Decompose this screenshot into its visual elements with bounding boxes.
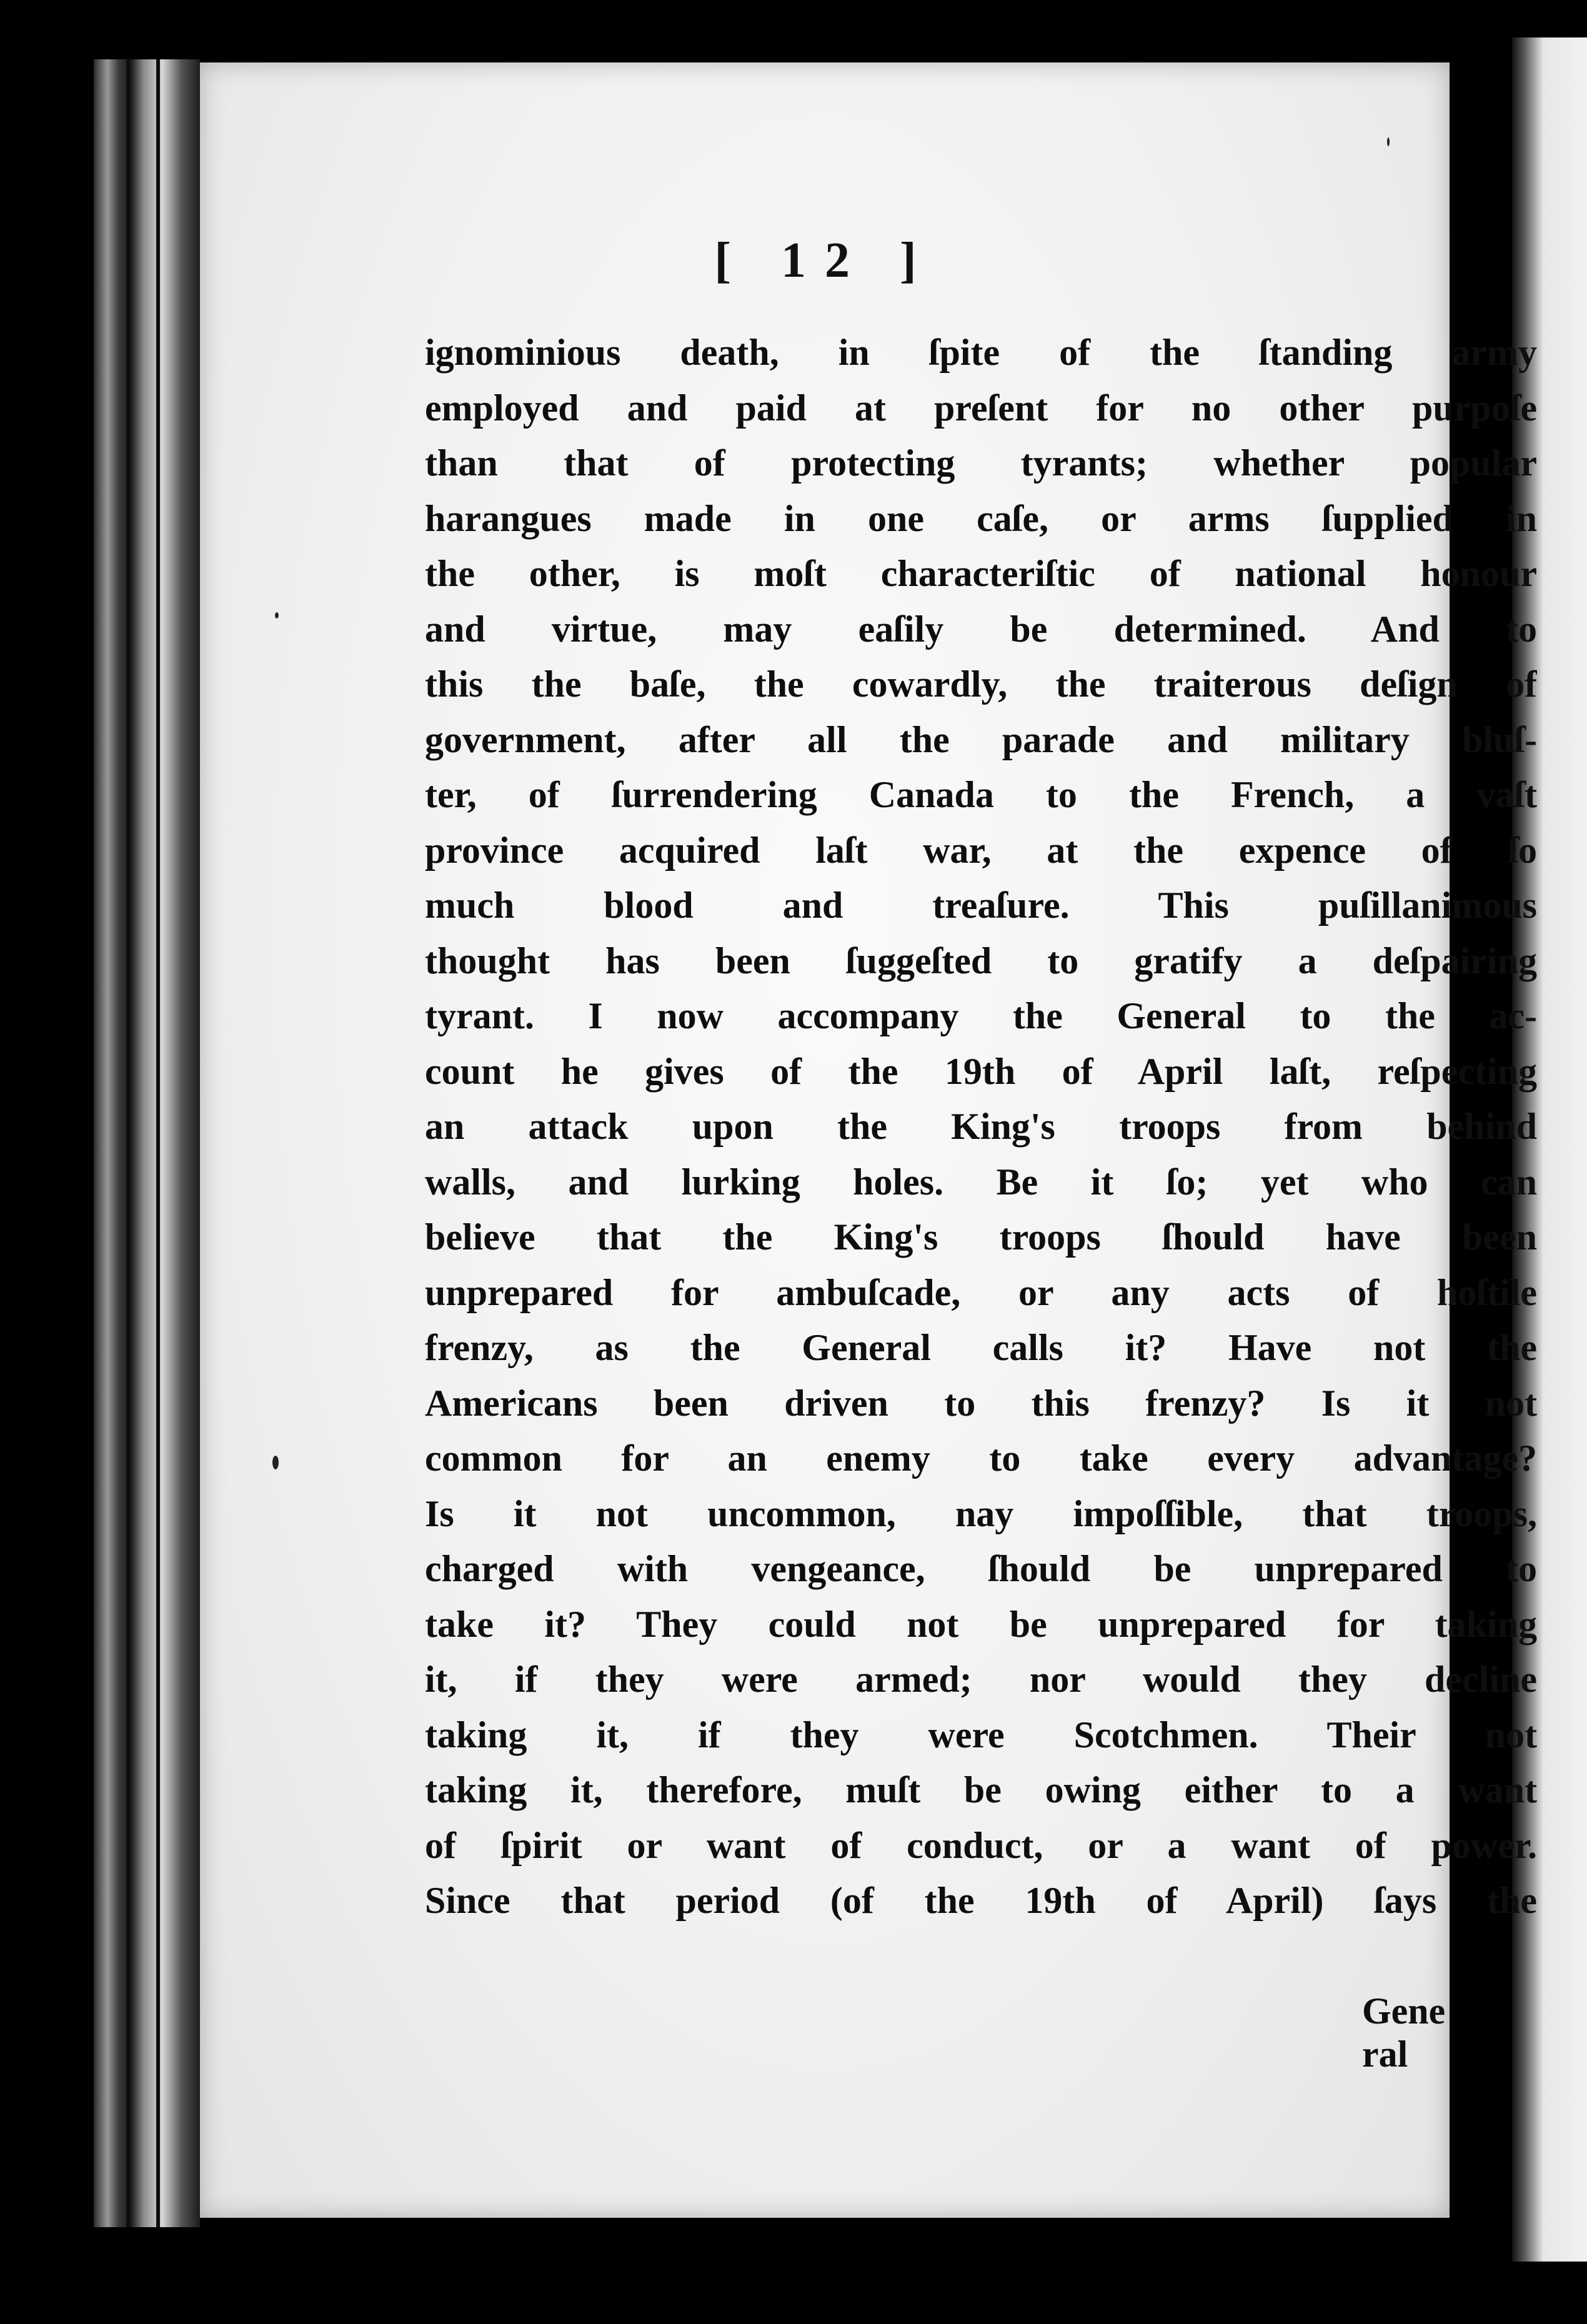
text-line: unprepared for ambuſcade, or any acts of hoſtile	[425, 1271, 1537, 1313]
text-line: ignominious death, in ſpite of the ſtanding army	[425, 332, 1537, 373]
text-line: government, after all the parade and military bluſ-	[425, 718, 1537, 760]
page-number-header: [ 12 ]	[714, 233, 935, 288]
text-line: tyrant. I now accompany the General to the ac-	[425, 995, 1537, 1036]
text-line: and virtue, may eaſily be determined. And to	[425, 608, 1537, 650]
binding-edge-line	[126, 59, 130, 2227]
text-line: harangues made in one caſe, or arms ſupplied in	[425, 497, 1537, 539]
text-line: Is it not uncommon, nay impoſſible, that troops,	[425, 1492, 1537, 1534]
text-line: count he gives of the 19th of April laſt, reſpecting	[425, 1050, 1537, 1092]
text-line: walls, and lurking holes. Be it ſo; yet who can	[425, 1161, 1537, 1203]
text-line: employed and paid at preſent for no other purpoſe	[425, 387, 1537, 429]
book-binding	[94, 59, 200, 2227]
text-line: charged with vengeance, ſhould be unprepared to	[425, 1548, 1537, 1589]
page-speck	[275, 612, 279, 618]
body-text	[425, 325, 1537, 1929]
page-speck	[272, 1456, 279, 1469]
text-line: thought has been ſuggeſted to gratify a deſpairing	[425, 940, 1537, 981]
binding-edge-line	[156, 59, 160, 2227]
text-line: taking it, if they were Scotchmen. Their not	[425, 1714, 1537, 1755]
text-line: province acquired laſt war, at the expence of ſo	[425, 829, 1537, 871]
catchword: Gene ral	[1362, 1990, 1446, 2075]
text-line: of ſpirit or want of conduct, or a want of power.	[425, 1824, 1537, 1866]
text-line: believe that the King's troops ſhould have been	[425, 1216, 1537, 1258]
text-line: it, if they were armed; nor would they decline	[425, 1659, 1537, 1700]
text-line: an attack upon the King's troops from behind	[425, 1106, 1537, 1147]
text-line: taking it, therefore, muſt be owing either to a want	[425, 1769, 1537, 1810]
text-line: the other, is moſt characteriſtic of national honour	[425, 553, 1537, 594]
text-line: frenzy, as the General calls it? Have not the	[425, 1327, 1537, 1368]
text-line: Since that period (of the 19th of April) ſays the	[425, 1880, 1537, 1921]
book-page	[200, 62, 1537, 2218]
text-line: take it? They could not be unprepared for taking	[425, 1603, 1537, 1645]
text-line: common for an enemy to take every advantage?	[425, 1438, 1537, 1479]
text-line: Americans been driven to this frenzy? Is it not	[425, 1382, 1537, 1424]
text-line: much blood and treaſure. This puſillanimous	[425, 885, 1537, 926]
text-line: ter, of ſurrendering Canada to the French, a vaſt	[425, 774, 1537, 815]
page-speck	[1387, 137, 1390, 146]
text-line: than that of protecting tyrants; whether popular	[425, 442, 1537, 484]
text-line: this the baſe, the cowardly, the traiterous deſign of	[425, 663, 1537, 705]
